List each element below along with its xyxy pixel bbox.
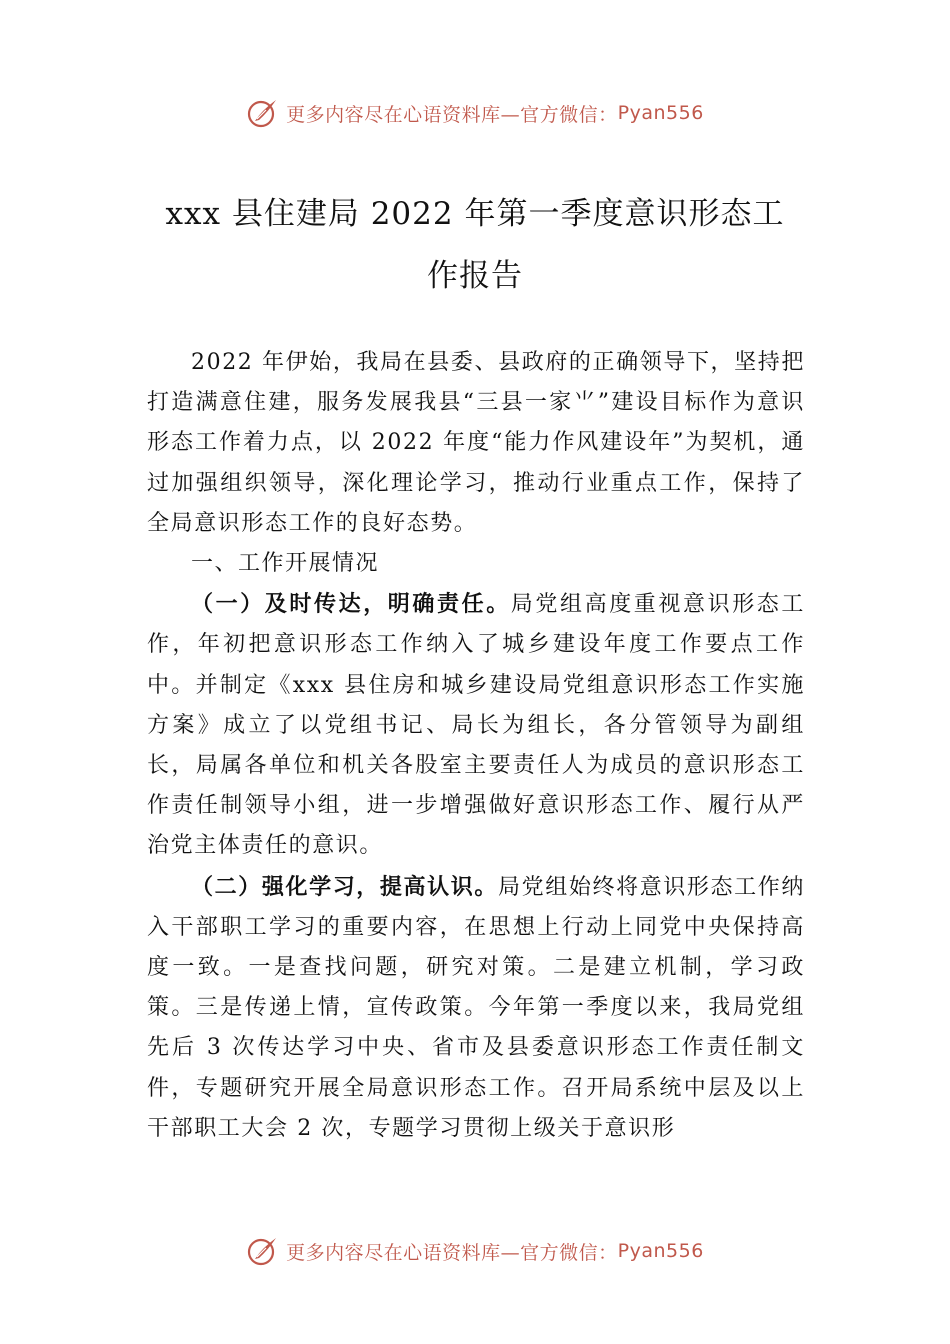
footer-banner <box>0 1234 950 1268</box>
item-1-text: 局党组高度重视意识形态工作，年初把意识形态工作纳入了城乡建设年度工作要点工作中。并制定《xxx 县住房和城乡建设局党组意识形态工作实施方案》成立了以党组书记、局长为组长，各分管领导为副组长，局属各单位和机关各股室主要责任人为成员的意识形态工作责任制领导小组，进一步增强做好意识形态工作、履行从严治党主体责任的意识。 <box>147 592 805 859</box>
item-2-paragraph <box>147 867 805 1149</box>
banner-wechat-id: Pyan556 <box>617 1240 704 1262</box>
item-2-lead: （二）强化学习，提高认识。 <box>191 873 498 900</box>
document-title-line-1: xxx 县住建局 2022 年第一季度意识形态工 <box>165 196 785 232</box>
section-heading: 一、工作开展情况 <box>191 551 380 577</box>
item-2-text: 局党组始终将意识形态工作纳入干部职工学习的重要内容，在思想上行动上同党中央保持高度一致。一是查找问题，研究对策。二是建立机制，学习政策。三是传递上情，宣传政策。今年第一季度以来，我局党组先后 3 次传达学习中央、省市及县委意识形态工作责任制文件，专题研究开展全局意识形态工作。召开局系统中层及以上干部职工大会 2 次，专题学习贯彻上级关于意识形 <box>147 874 805 1141</box>
header-banner <box>0 96 950 130</box>
intro-paragraph: 2022 年伊始，我局在县委、县政府的正确领导下，坚持把打造满意住建，服务发展我县“三县一家⺌”建设目标作为意识形态工作着力点，以 2022 年度“能力作风建设年”为契机，通过加强组织领导，深化理论学习，推动行业重点工作，保持了全局意识形态工作的良好态势。 <box>147 350 805 536</box>
banner-wechat-id: Pyan556 <box>617 102 704 124</box>
item-1-lead: （一）及时传达，明确责任。 <box>191 591 511 618</box>
banner-text: 更多内容尽在心语资料库—官方微信： <box>286 103 618 126</box>
quill-logo-icon <box>246 1234 280 1268</box>
banner-text: 更多内容尽在心语资料库—官方微信： <box>286 1241 618 1264</box>
document-body <box>147 343 805 1149</box>
item-1-paragraph <box>147 584 805 866</box>
document-title-line-2: 作报告 <box>427 258 523 294</box>
quill-logo-icon <box>246 96 280 130</box>
